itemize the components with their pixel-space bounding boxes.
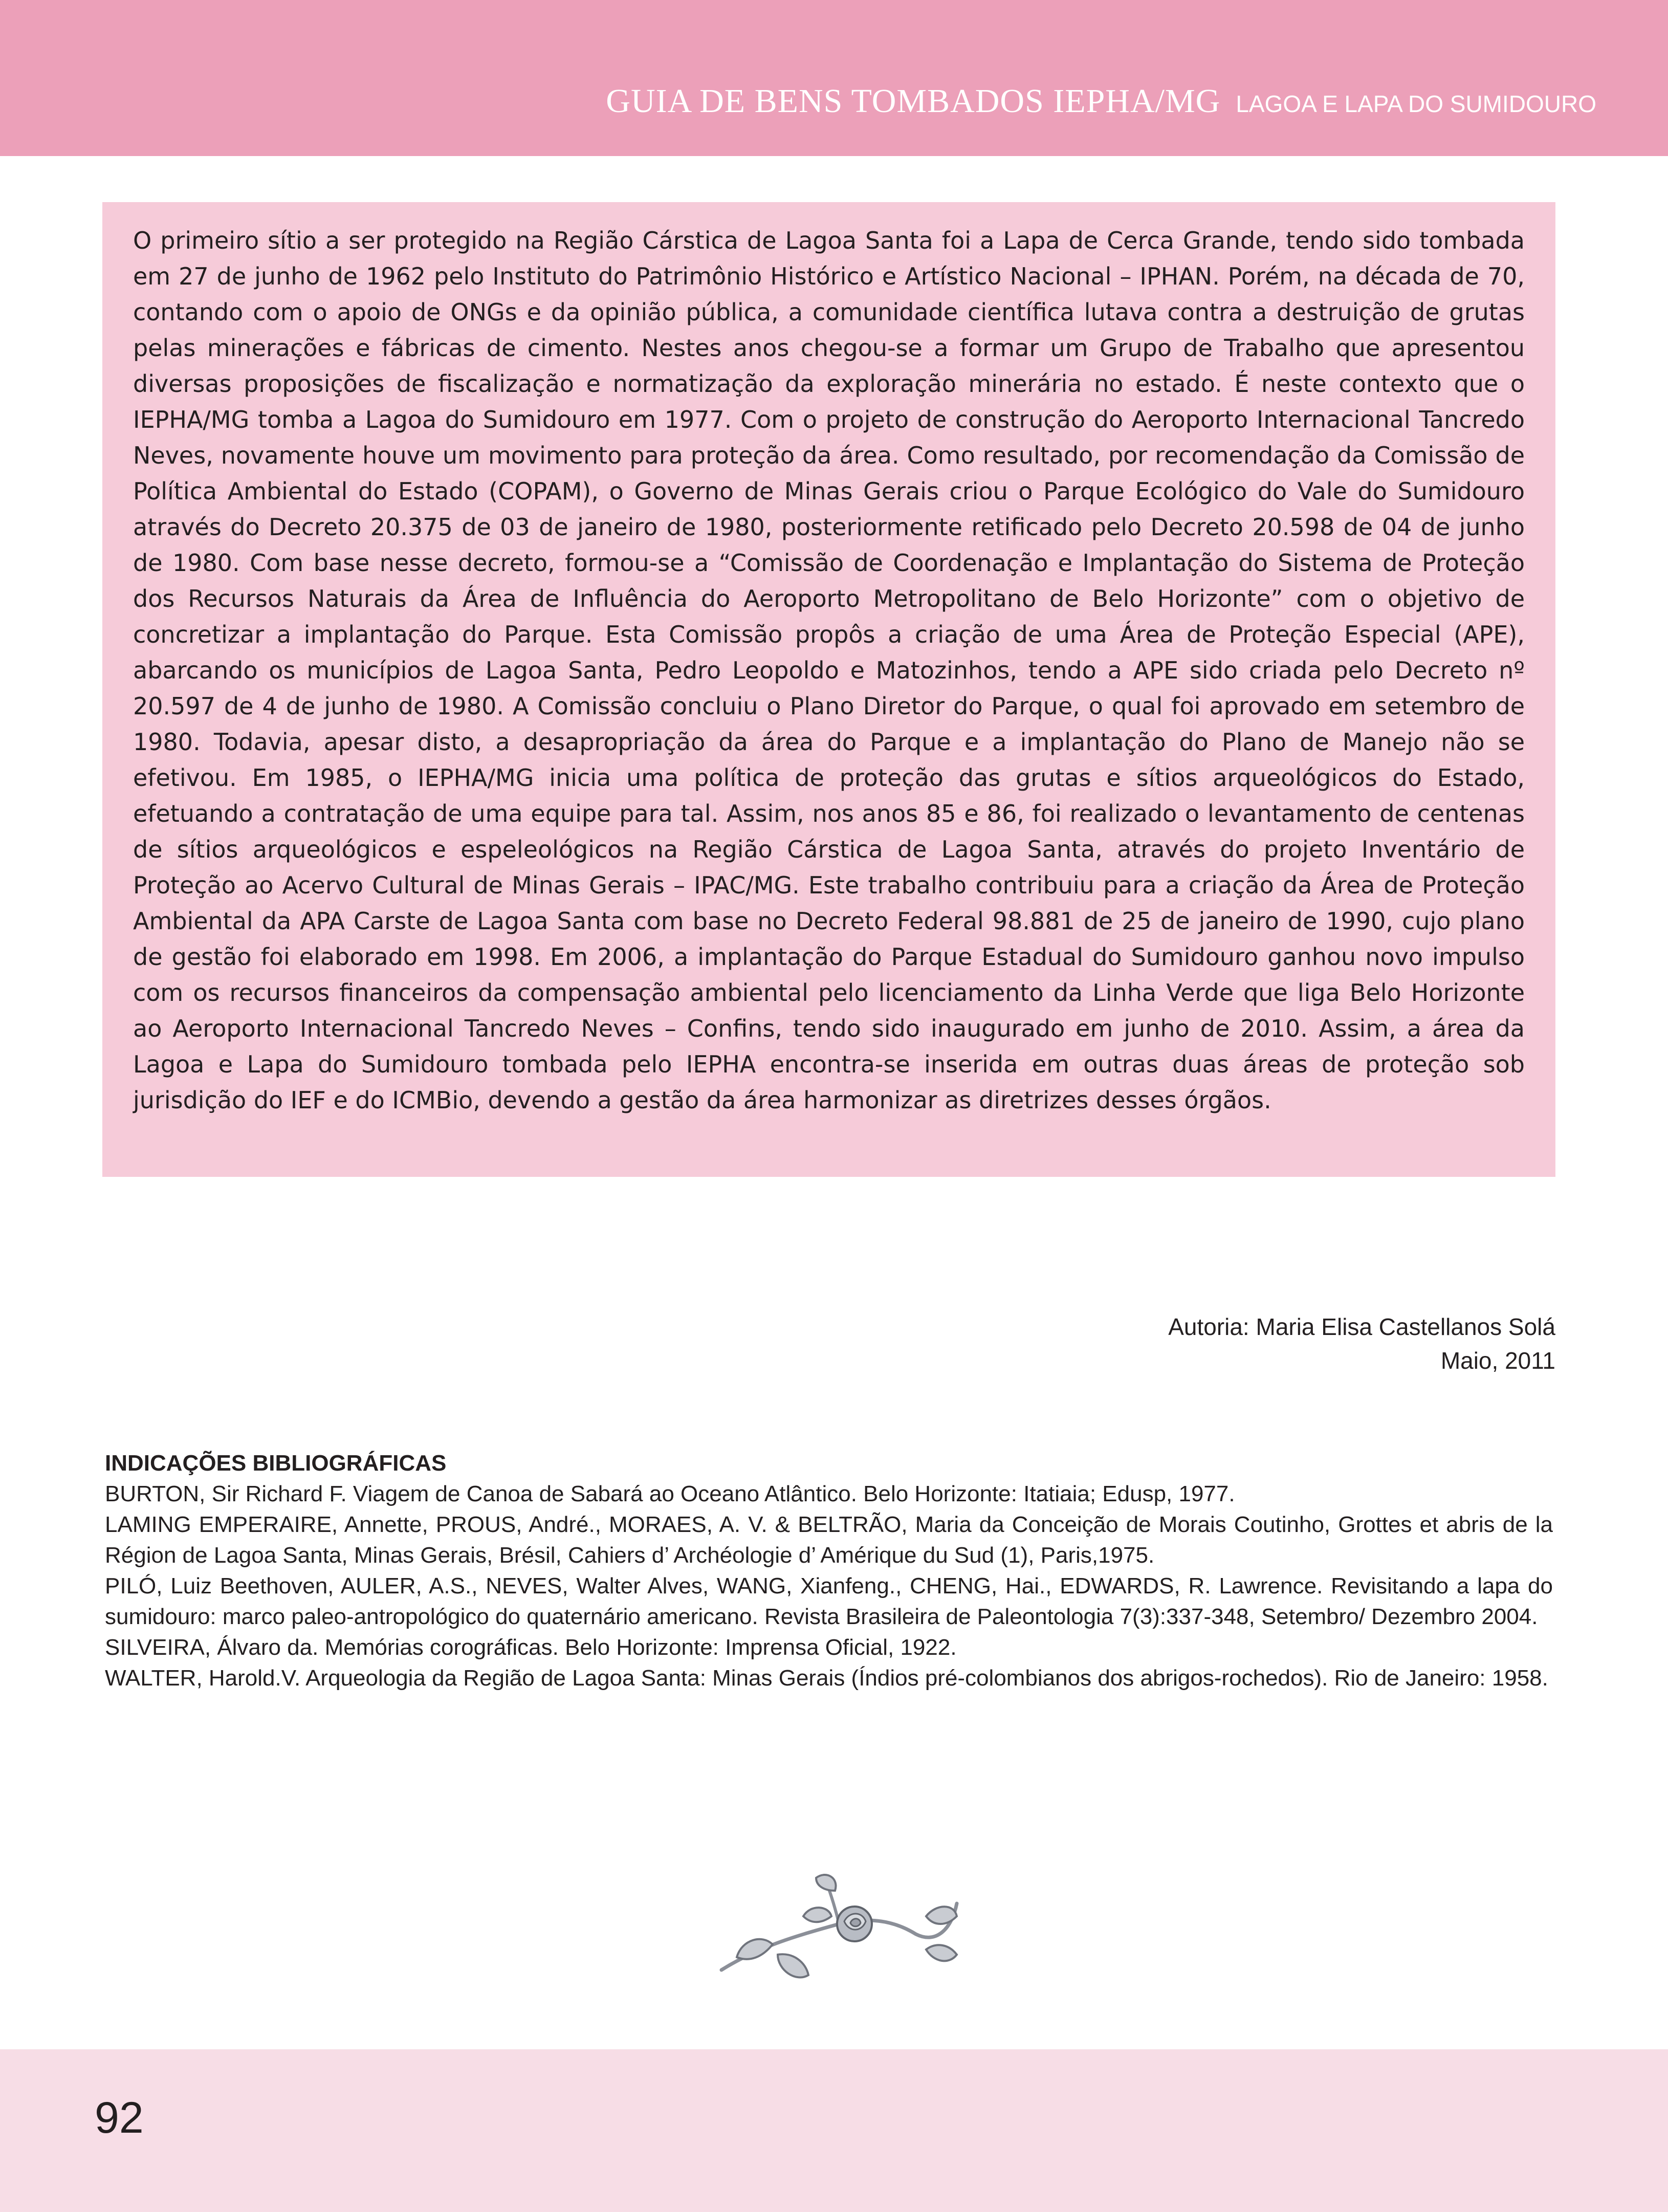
bibliography-entry: SILVEIRA, Álvaro da. Memórias corográficas. Belo Horizonte: Imprensa Oficial, 1922. [105, 1635, 957, 1660]
highlight-text-box [102, 202, 1555, 1177]
bibliography [105, 1448, 1553, 1694]
section-title: LAGOA E LAPA DO SUMIDOURO [1236, 91, 1596, 117]
header-band [0, 0, 1668, 156]
body-paragraph: O primeiro sítio a ser protegido na Região Cárstica de Lagoa Santa foi a Lapa de Cerca Grande, tendo sido tombada em 27 de junho de 1962 pelo Instituto do Patrimônio Histórico e Artístico Nacional – IPHAN. Porém, na década de 70, contando com o apoio de ONGs e da opinião pública, a comunidade científica lutava contra a destruição de grutas pelas minerações e fábricas de cimento. Nestes anos chegou-se a formar um Grupo de Trabalho que apresentou diversas proposições de fiscalização e normatização da exploração minerária no estado. É neste contexto que o IEPHA/MG tomba a Lagoa do Sumidouro em 1977. Com o projeto de construção do Aeroporto Internacional Tancredo Neves, novamente houve um movimento para proteção da área. Como resultado, por recomendação da Comissão de Política Ambiental do Estado (COPAM), o Governo de Minas Gerais criou o Parque Ecológico do Vale do Sumidouro através do Decreto 20.375 de 03 de janeiro de 1980, posteriormente retificado pelo Decreto 20.598 de 04 de junho de 1980. Com base nesse decreto, formou-se a “Comissão de Coordenação e Implantação do Sistema de Proteção dos Recursos Naturais da Área de Influência do Aeroporto Metropolitano de Belo Horizonte” com o objetivo de concretizar a implantação do Parque. Esta Comissão propôs a criação de uma Área de Proteção Especial (APE), abarcando os municípios de Lagoa Santa, Pedro Leopoldo e Matozinhos, tendo a APE sido criada pelo Decreto nº 20.597 de 4 de junho de 1980. A Comissão concluiu o Plano Diretor do Parque, o qual foi aprovado em setembro de 1980. Todavia, apesar disto, a desapropriação da área do Parque e a implantação do Plano de Manejo não se efetivou. Em 1985, o IEPHA/MG inicia uma política de proteção das grutas e sítios arqueológicos do Estado, efetuando a contratação de uma equipe para tal. Assim, nos anos 85 e 86, foi realizado o levantamento de centenas de sítios arqueológicos e espeleológicos na Região Cárstica de Lagoa Santa, através do projeto Inventário de Proteção ao Acervo Cultural de Minas Gerais – IPAC/MG. Este trabalho contribuiu para a criação da Área de Proteção Ambiental da APA Carste de Lagoa Santa com base no Decreto Federal 98.881 de 25 de janeiro de 1990, cujo plano de gestão foi elaborado em 1998. Em 2006, a implantação do Parque Estadual do Sumidouro ganhou novo impulso com os recursos financeiros da compensação ambiental pelo licenciamento da Linha Verde que liga Belo Horizonte ao Aeroporto Internacional Tancredo Neves – Confins, tendo sido inaugurado em junho de 2010. Assim, a área da Lagoa e Lapa do Sumidouro tombada pelo IEPHA encontra-se inserida em outras duas áreas de proteção sob jurisdição do IEF e do ICMBio, devendo a gestão da área harmonizar as diretrizes desses órgãos. [133, 227, 1525, 1114]
date-line: Maio, 2011 [1440, 1347, 1555, 1374]
running-header [606, 82, 1596, 121]
bibliography-entry: WALTER, Harold.V. Arqueologia da Região de Lagoa Santa: Minas Gerais (Índios pré-colombianos dos abrigos-rochedos). Rio de Janeiro: 1958. [105, 1666, 1548, 1691]
bibliography-entry: LAMING EMPERAIRE, Annette, PROUS, André., MORAES, A. V. & BELTRÃO, Maria da Conceição de Morais Coutinho, Grottes et abris de la Région de Lagoa Santa, Minas Gerais, Brésil, Cahiers d’ Archéologie d’ Amérique du Sud (1), Paris,1975. [105, 1512, 1553, 1568]
bibliography-entry: BURTON, Sir Richard F. Viagem de Canoa de Sabará ao Oceano Atlântico. Belo Horizonte: Itatiaia; Edusp, 1977. [105, 1481, 1235, 1506]
authorship-block [1168, 1310, 1555, 1377]
author-line: Autoria: Maria Elisa Castellanos Solá [1168, 1313, 1555, 1340]
page-number: 92 [95, 2093, 144, 2142]
bibliography-entry: PILÓ, Luiz Beethoven, AULER, A.S., NEVES, Walter Alves, WANG, Xianfeng., CHENG, Hai., EDWARDS, R. Lawrence. Revisitando a lapa do sumidouro: marco paleo-antropológico do quaternário americano. Revista Brasileira de Paleontologia 7(3):337-348, Setembro/ Dezembro 2004. [105, 1573, 1553, 1629]
publication-title: GUIA DE BENS TOMBADOS IEPHA/MG [606, 82, 1221, 120]
rose-icon [701, 1868, 967, 1985]
footer-band [0, 2049, 1668, 2212]
bibliography-heading: INDICAÇÕES BIBLIOGRÁFICAS [105, 1451, 447, 1476]
